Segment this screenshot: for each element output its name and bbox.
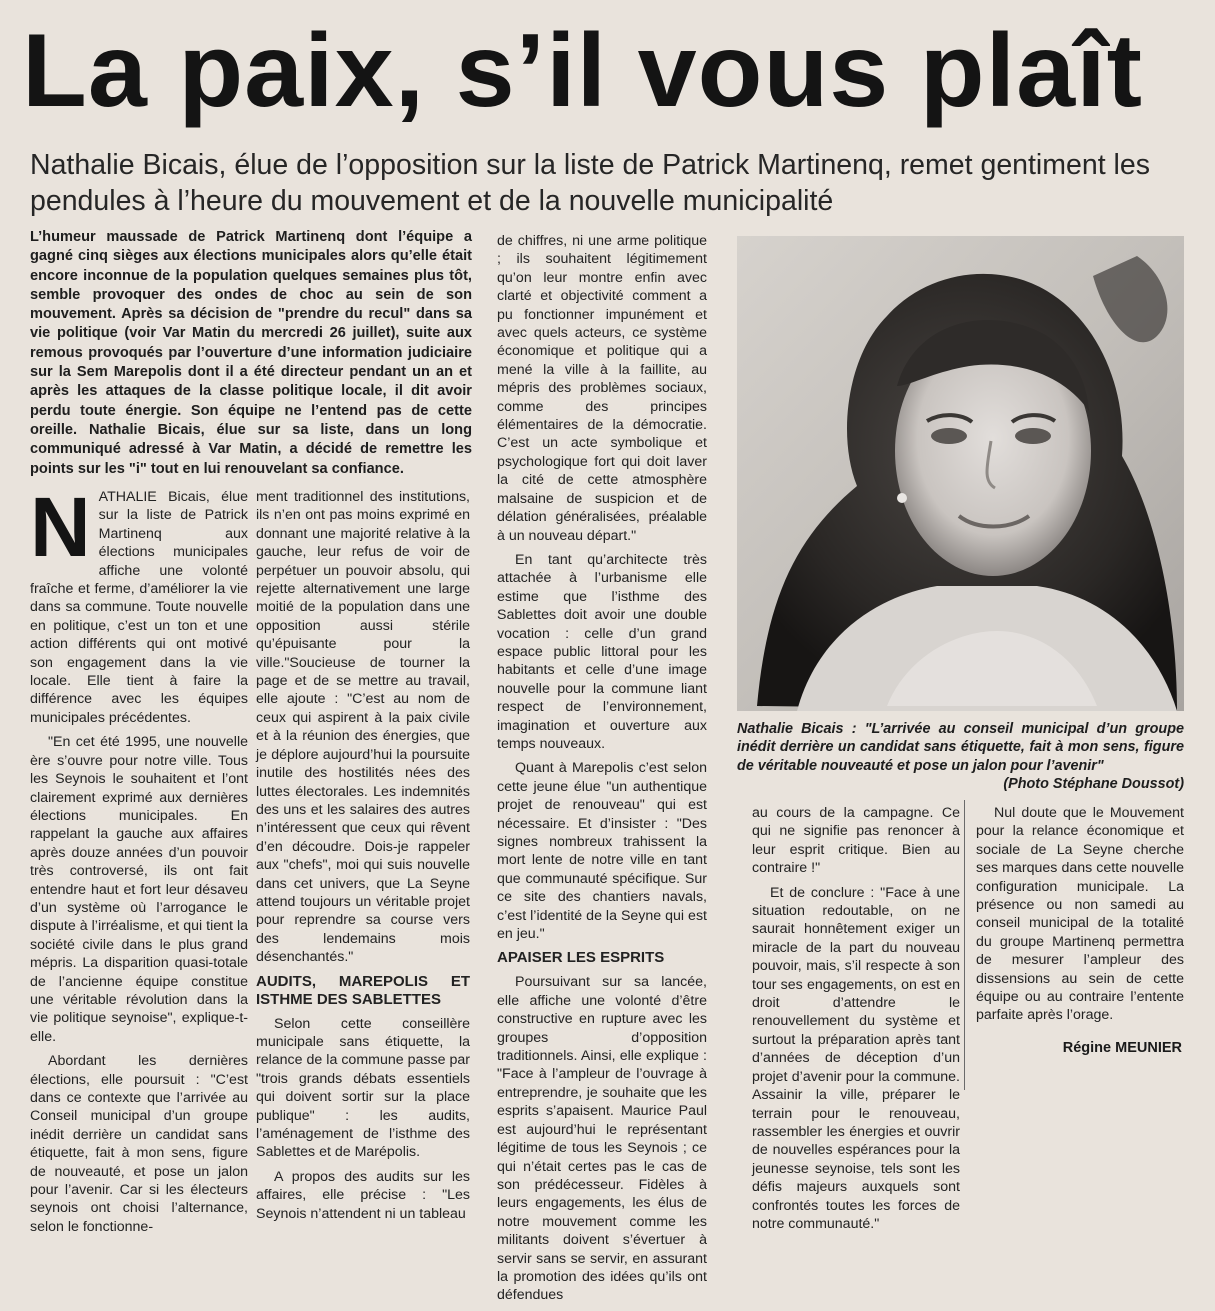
lead-paragraph: L’humeur maussade de Patrick Martinenq dont l’équipe a gagné cinq sièges aux élections municipales alors qu’elle était encore inconnue de la population quelques semaines plus tôt, semble provoquer des ondes de choc au sein de son mouvement. Après sa décision de "prendre du recul" dans sa vie politique (voir Var Matin du mercredi 26 juillet), suite aux remous provoqués par l’ouverture d’une information judiciaire sur la Sem Marepolis dont il a été directeur pendant un an et après les attaques de la classe politique locale, il dit avoir perdu toute énergie. Son équipe ne l’entend pas de cette oreille. Nathalie Bicais, élue sur sa liste, dans un long communiqué adressé à Var Matin, a décidé de remettre les points sur les "i" tout en lui renouvelant sa confiance.	[30, 229, 472, 477]
body-paragraph: Quant à Marepolis c’est selon cette jeune élue "un authentique projet de renouveau" qui est nécessaire. Et d’insister : "Des signes nombreux trahissent la mort lente de notre ville en tant que communauté spécifique. Sur ce site des chantiers navals, c’est l’identité de la Seyne qui est en jeu."	[497, 760, 707, 943]
caption-text: Nathalie Bicais : "L’arrivée au conseil municipal d’un groupe inédit derrière un candidat sans étiquette, fait à mon sens, figure de véritable nouveauté et pose un jalon pour l’avenir"	[737, 721, 1184, 774]
body-paragraph: "En cet été 1995, une nouvelle ère s’ouvre pour notre ville. Tous les Seynois le souhaitent et l’ont clairement exprimé aux dernières élections municipales. En rappelant la gauche aux affaires après douze années d’un pouvoir très controversé, ils ont fait entendre haut et fort leur désaveu d’un système où l’arrogance le dispute à l’irréalisme, et qui tient la société civile dans le plus grand mépris. La disparition quasi-totale de l’ancienne équipe constitue une véritable révolution dans la vie politique seynoise", explique-t-elle.	[30, 734, 248, 1045]
photo-credit: (Photo Stéphane Doussot)	[1003, 776, 1184, 793]
headline: La paix, s’il vous plaît	[22, 13, 1143, 129]
body-paragraph: Selon cette conseillère municipale sans étiquette, la relance de la commune passe par "trois grands débats essentiels qui doivent sortir sur la place publique" : les audits, l’aménagement de l’isthme des Sablettes et de Marépolis.	[256, 1015, 470, 1161]
portrait-photo	[737, 236, 1184, 711]
body-paragraph: En tant qu’architecte très attachée à l’urbanisme elle estime que l’isthme des Sablettes doit avoir une double vocation : celle d’un grand espace public littoral pour les habitants et celle d’une image nouvelle pour la commune liant respect de l’environnement, imagination et ouverture aux temps nouveaux.	[497, 551, 707, 752]
subheading-audits: AUDITS, MAREPOLIS ET ISTHME DES SABLETTES	[256, 972, 470, 1008]
body-paragraph: de chiffres, ni une arme politique ; ils souhaitent légitimement qu’on leur montre enfin avec clarté et objectivité comment a pu fonctionner impunément et avec quels acteurs, ce système économique et politique qui a mené la ville à la faillite, au mépris des problèmes sociaux, comme des principes élémentaires de la démocratie. C’est un acte symbolique et psychologique fort qui doit laver la cité de cette atmosphère malsaine de suspicion et de délation généralisées, préalable à un nouveau départ."	[497, 233, 707, 544]
column-divider	[964, 800, 965, 1090]
body-paragraph: Nul doute que le Mouvement pour la relance économique et sociale de La Seyne cherche ses marques dans cette nouvelle configuration municipale. La présence ou non samedi au conseil municipal de la totalité du groupe Martinenq permettra de mesurer l’ampleur des dissensions au sein de cette équipe ou au contraire l’entente parfaite après l’orage.	[976, 805, 1184, 1024]
article-column-1	[30, 480, 248, 1242]
body-paragraph: Et de conclure : "Face à une situation redoutable, on ne saurait honnêtement exiger un miracle de la part du nouveau pouvoir, mais, s’il respecte à son tour ses engagements, on est en droit d’attendre le renouvellement du système et surtout la préparation après tant d’années de déception d’un projet d’avenir pour la commune. Assainir la ville, préparer le terrain pour le renouveau, rassembler les énergies et ouvrir de nouvelles espérances pour la jeunesse seynoise, tels sont les défis majeurs auxquels sont confrontés toutes les forces de notre communauté."	[752, 884, 960, 1232]
body-paragraph: Abordant les dernières élections, elle poursuit : "C’est dans ce contexte que l’arrivée au Conseil municipal d’un groupe inédit derrière un candidat sans étiquette, fait à mon sens, figure de nouveauté, et pose un jalon pour l’avenir. Car si les électeurs seynois ont choisi l’alternance, selon le fonctionne-	[30, 1053, 248, 1235]
opening-text: Bicais, élue sur la liste de Patrick Martinenq aux élections municipales affiche une volonté fraîche et ferme, d’améliorer la vie dans sa commune. Toute nouvelle en politique, c’est un ton et une action différents qui ont motivé son engagement dans la vie locale. Elle tient à faire la différence avec les équipes municipales précédentes.	[30, 489, 248, 726]
opening-caps: ATHALIE	[98, 489, 157, 505]
body-paragraph: au cours de la campagne. Ce qui ne signifie pas renoncer à leur esprit critique. Bien au contraire !"	[752, 805, 960, 877]
photo-caption	[737, 720, 1184, 794]
article-column-3	[497, 232, 707, 1311]
subtitle: Nathalie Bicais, élue de l’opposition sur la liste de Patrick Martinenq, remet gentiment les pendules à l’heure du mouvement et de la nouvelle municipalité	[30, 149, 1150, 217]
author-signature: Régine MEUNIER	[1062, 1040, 1182, 1056]
body-paragraph: Poursuivant sur sa lancée, elle affiche une volonté d’être constructive en rupture avec les groupes d’opposition traditionnels. Ainsi, elle explique : "Face à l’ampleur de l’ouvrage à entreprendre, je souhaite que les esprits s’apaisent. Maurice Paul est aujourd’hui le représentant légitime de tous les Seynois ; ce qui n’était certes pas le cas de son prédécesseur. Fidèles à leurs engagements, les élus de notre mouvement comme les militants doivent s’évertuer à servir sans se servir, en assurant la promotion des idées qu’ils ont défendues	[497, 974, 707, 1304]
dropcap: N	[30, 480, 91, 574]
opening-paragraph	[30, 480, 248, 727]
subheading-apaiser: APAISER LES ESPRITS	[497, 949, 665, 967]
article-column-2	[256, 488, 470, 1229]
body-paragraph: A propos des audits sur les affaires, elle précise : "Les Seynois n’attendent ni un tableau	[256, 1168, 470, 1222]
body-paragraph: ment traditionnel des institutions, ils n’en ont pas moins exprimé en donnant une majorité relative à la gauche, leur refus de voir de perpétuer un pouvoir absolu, qui rejette alternativement une large moitié de la population dans une opposition aussi stérile qu’épuisante pour la ville."Soucieuse de tourner la page et de se mettre au travail, elle ajoute : "C’est au nom de ceux qui aspirent à la paix civile et à la réunion des énergies, que je déplore aujourd’hui la poursuite inutile des hostilités nées des luttes électorales. Les indemnités des uns et les salaires des autres n’intéressent que ceux qui rêvent d’en découdre. Dois-je rappeler aux "chefs", moi qui suis nouvelle dans cet univers, que La Seyne attend toujours un véritable projet pour reprendre sa course vers des lendemains mois désenchantés."	[256, 489, 470, 966]
article-column-5	[976, 804, 1184, 1031]
article-column-4	[752, 804, 960, 1239]
